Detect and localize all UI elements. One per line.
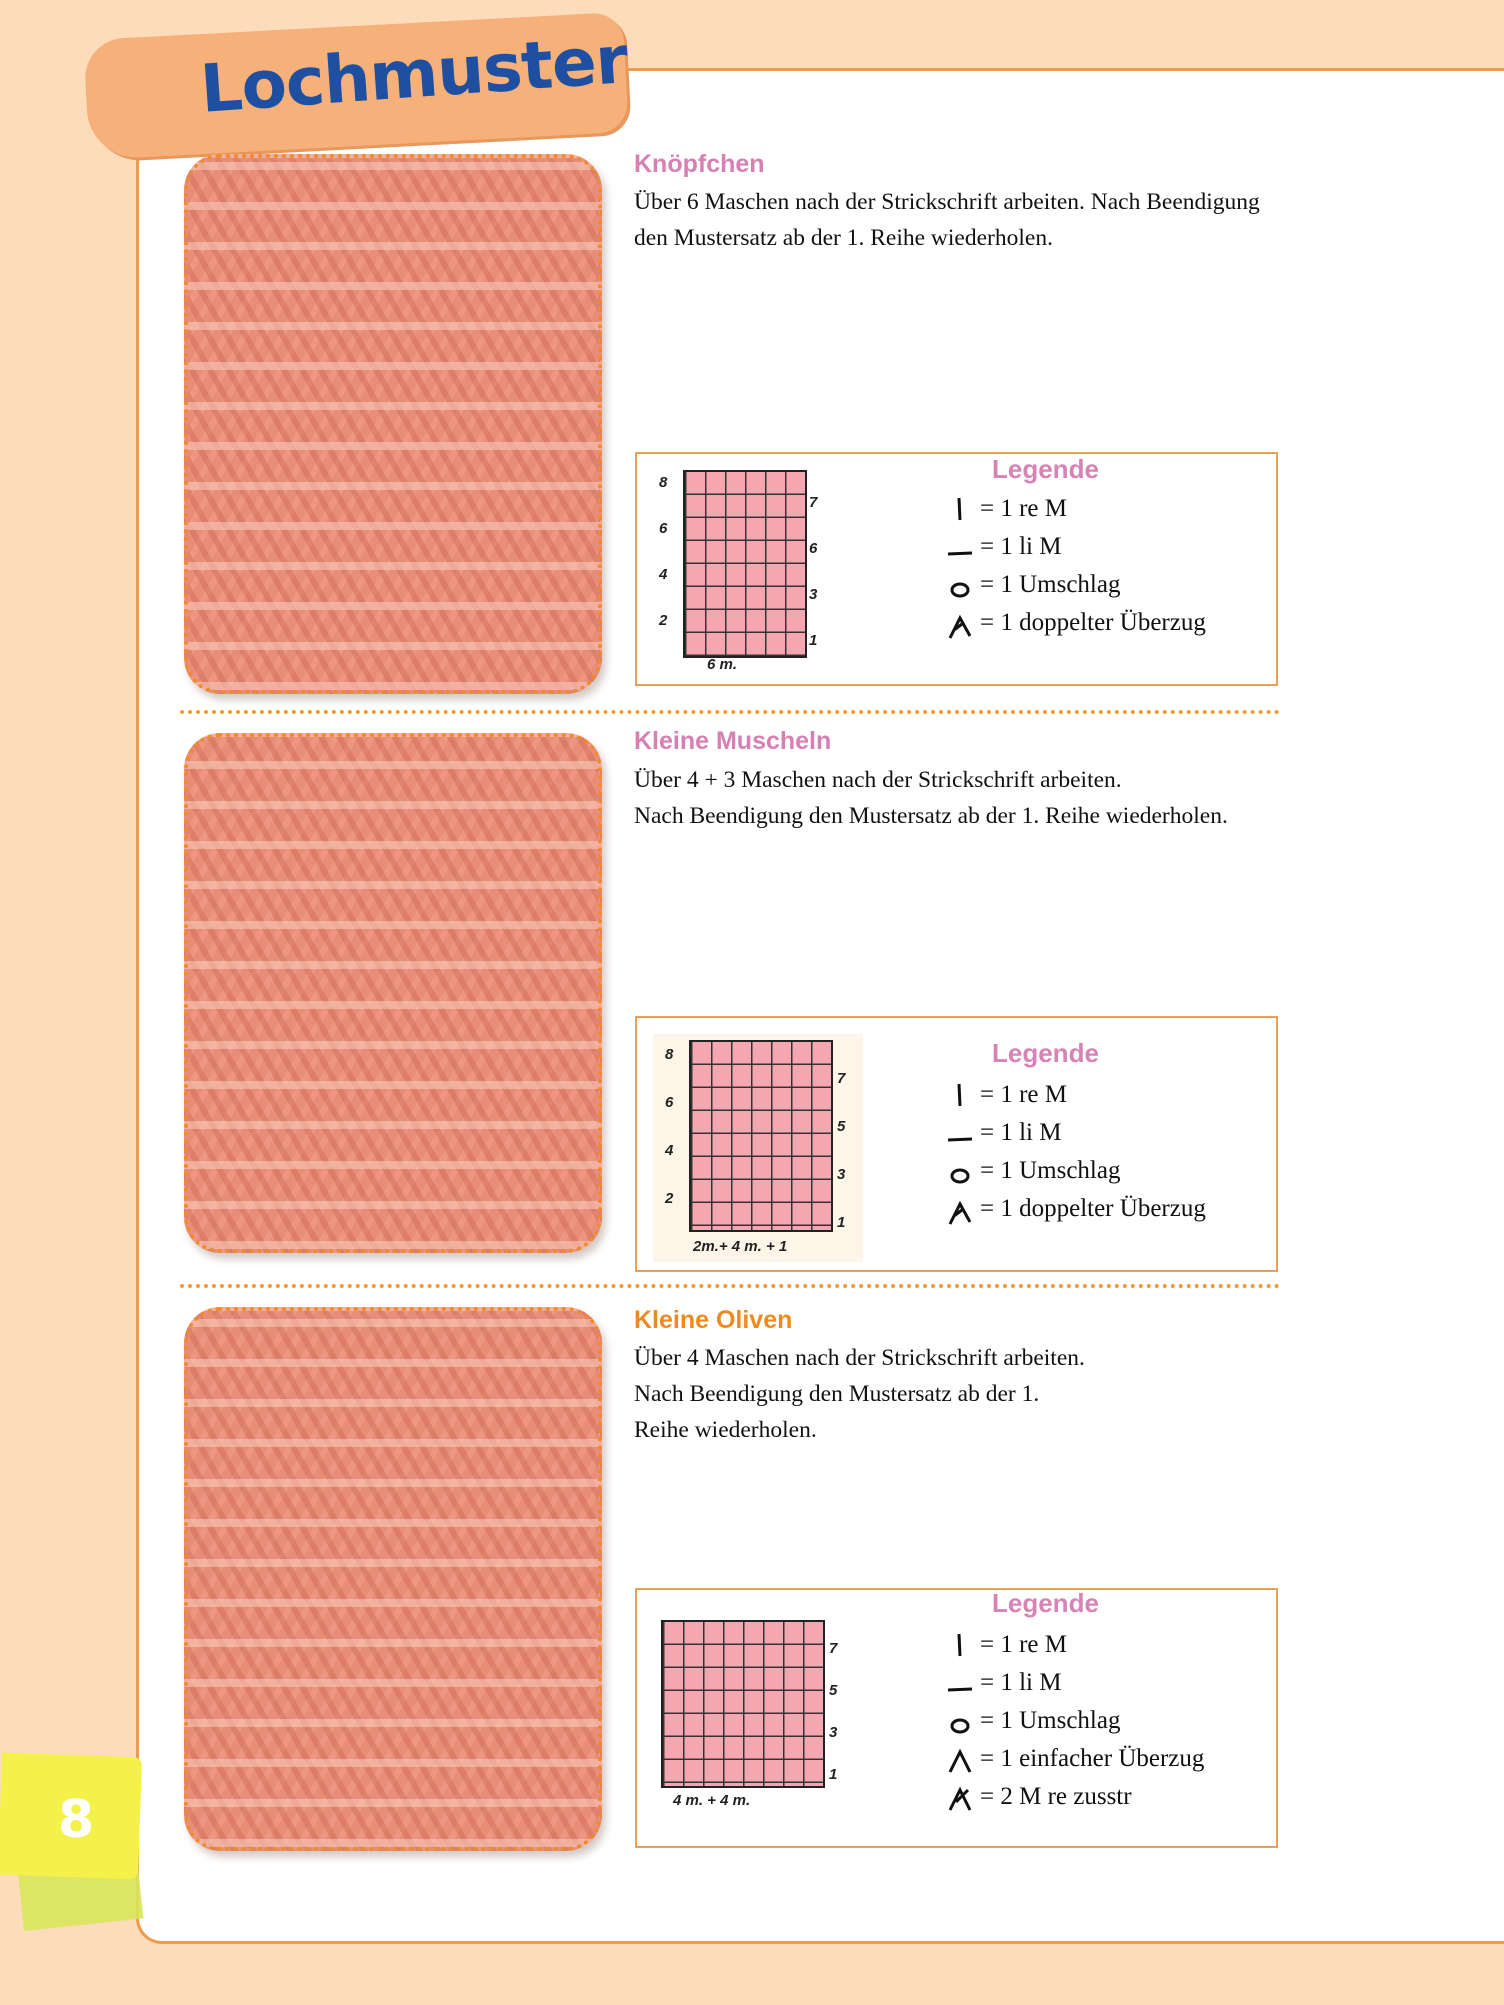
row-label: 4 <box>659 566 668 583</box>
section-title: Knöpfchen <box>634 150 765 178</box>
row-label: 2 <box>665 1190 674 1207</box>
double-decrease-icon <box>942 1190 978 1228</box>
double-decrease-icon <box>942 604 978 642</box>
legend-box <box>635 452 1278 686</box>
row-label: 8 <box>659 474 668 491</box>
single-decrease-icon <box>942 1740 978 1778</box>
legend-title: Legende <box>992 454 1099 484</box>
purl-stitch-icon <box>942 1664 978 1702</box>
stitch-grid <box>683 470 807 658</box>
yarn-over-icon <box>942 566 978 604</box>
legend-item: = 1 li M <box>942 528 1262 566</box>
stitch-grid <box>661 1620 825 1788</box>
yarn-over-icon <box>942 1702 978 1740</box>
section-divider <box>180 710 1280 714</box>
legend-item: = 1 li M <box>942 1114 1262 1152</box>
chart-width-label: 2m.+ 4 m. + 1 <box>693 1238 788 1255</box>
legend-item: = 1 doppelter Überzug <box>942 604 1262 642</box>
row-label: 3 <box>837 1166 846 1183</box>
row-label: 1 <box>829 1766 838 1783</box>
legend-item: = 2 M re zusstr <box>942 1778 1262 1816</box>
section-title: Kleine Muscheln <box>634 727 832 755</box>
knitting-swatch-photo <box>184 1307 602 1851</box>
legend-item: = 1 li M <box>942 1664 1262 1702</box>
page-number: 8 <box>58 1790 95 1850</box>
section-description <box>634 1340 1294 1448</box>
row-label: 5 <box>829 1682 838 1699</box>
section-description <box>634 762 1294 834</box>
description-line: Reihe wiederholen. <box>634 1417 817 1443</box>
knit-stitch-icon <box>942 1076 978 1114</box>
description-line: Über 4 + 3 Maschen nach der Strickschrift arbeiten. <box>634 767 1122 793</box>
yarn-over-icon <box>942 1152 978 1190</box>
stitch-grid <box>689 1040 833 1232</box>
description-line: den Mustersatz ab der 1. Reihe wiederholen. <box>634 225 1053 251</box>
legend-item: = 1 Umschlag <box>942 1152 1262 1190</box>
legend-title: Legende <box>992 1588 1099 1618</box>
legend-item: = 1 einfacher Überzug <box>942 1740 1262 1778</box>
description-line: Über 6 Maschen nach der Strickschrift arbeiten. Nach Beendigung <box>634 189 1260 215</box>
row-label: 6 <box>809 540 818 557</box>
legend-item: = 1 re M <box>942 1076 1262 1114</box>
section-divider <box>180 1284 1280 1288</box>
row-label: 3 <box>809 586 818 603</box>
row-label: 4 <box>665 1142 674 1159</box>
chart-width-label: 4 m. + 4 m. <box>673 1792 751 1809</box>
legend-item: = 1 re M <box>942 490 1262 528</box>
legend-box <box>635 1588 1278 1848</box>
row-label: 2 <box>659 612 668 629</box>
knitting-chart <box>653 1034 863 1262</box>
knitting-swatch-photo <box>184 154 602 694</box>
section-title: Kleine Oliven <box>634 1306 793 1334</box>
k2tog-icon <box>942 1778 978 1816</box>
row-label: 5 <box>837 1118 846 1135</box>
knitting-chart <box>649 460 839 676</box>
chart-width-label: 6 m. <box>707 656 738 673</box>
row-label: 1 <box>837 1214 846 1231</box>
row-label: 3 <box>829 1724 838 1741</box>
row-label: 7 <box>809 494 818 511</box>
row-label: 7 <box>837 1070 846 1087</box>
legend-item: = 1 Umschlag <box>942 1702 1262 1740</box>
page-title: Lochmuster <box>197 21 630 128</box>
description-line: Nach Beendigung den Mustersatz ab der 1. Reihe wiederholen. <box>634 803 1228 829</box>
row-label: 1 <box>809 632 818 649</box>
knitting-swatch-photo <box>184 733 602 1253</box>
legend-item: = 1 doppelter Überzug <box>942 1190 1262 1228</box>
purl-stitch-icon <box>942 528 978 566</box>
row-label: 6 <box>659 520 668 537</box>
row-label: 8 <box>665 1046 674 1063</box>
legend-title: Legende <box>992 1038 1099 1068</box>
purl-stitch-icon <box>942 1114 978 1152</box>
legend-item: = 1 re M <box>942 1626 1262 1664</box>
row-label: 7 <box>829 1640 838 1657</box>
legend-box <box>635 1016 1278 1272</box>
knit-stitch-icon <box>942 490 978 528</box>
legend-item: = 1 Umschlag <box>942 566 1262 604</box>
knit-stitch-icon <box>942 1626 978 1664</box>
description-line: Über 4 Maschen nach der Strickschrift arbeiten. <box>634 1345 1085 1371</box>
description-line: Nach Beendigung den Mustersatz ab der 1. <box>634 1381 1040 1407</box>
section-description <box>634 184 1294 256</box>
row-label: 6 <box>665 1094 674 1111</box>
knitting-chart <box>657 1620 857 1820</box>
